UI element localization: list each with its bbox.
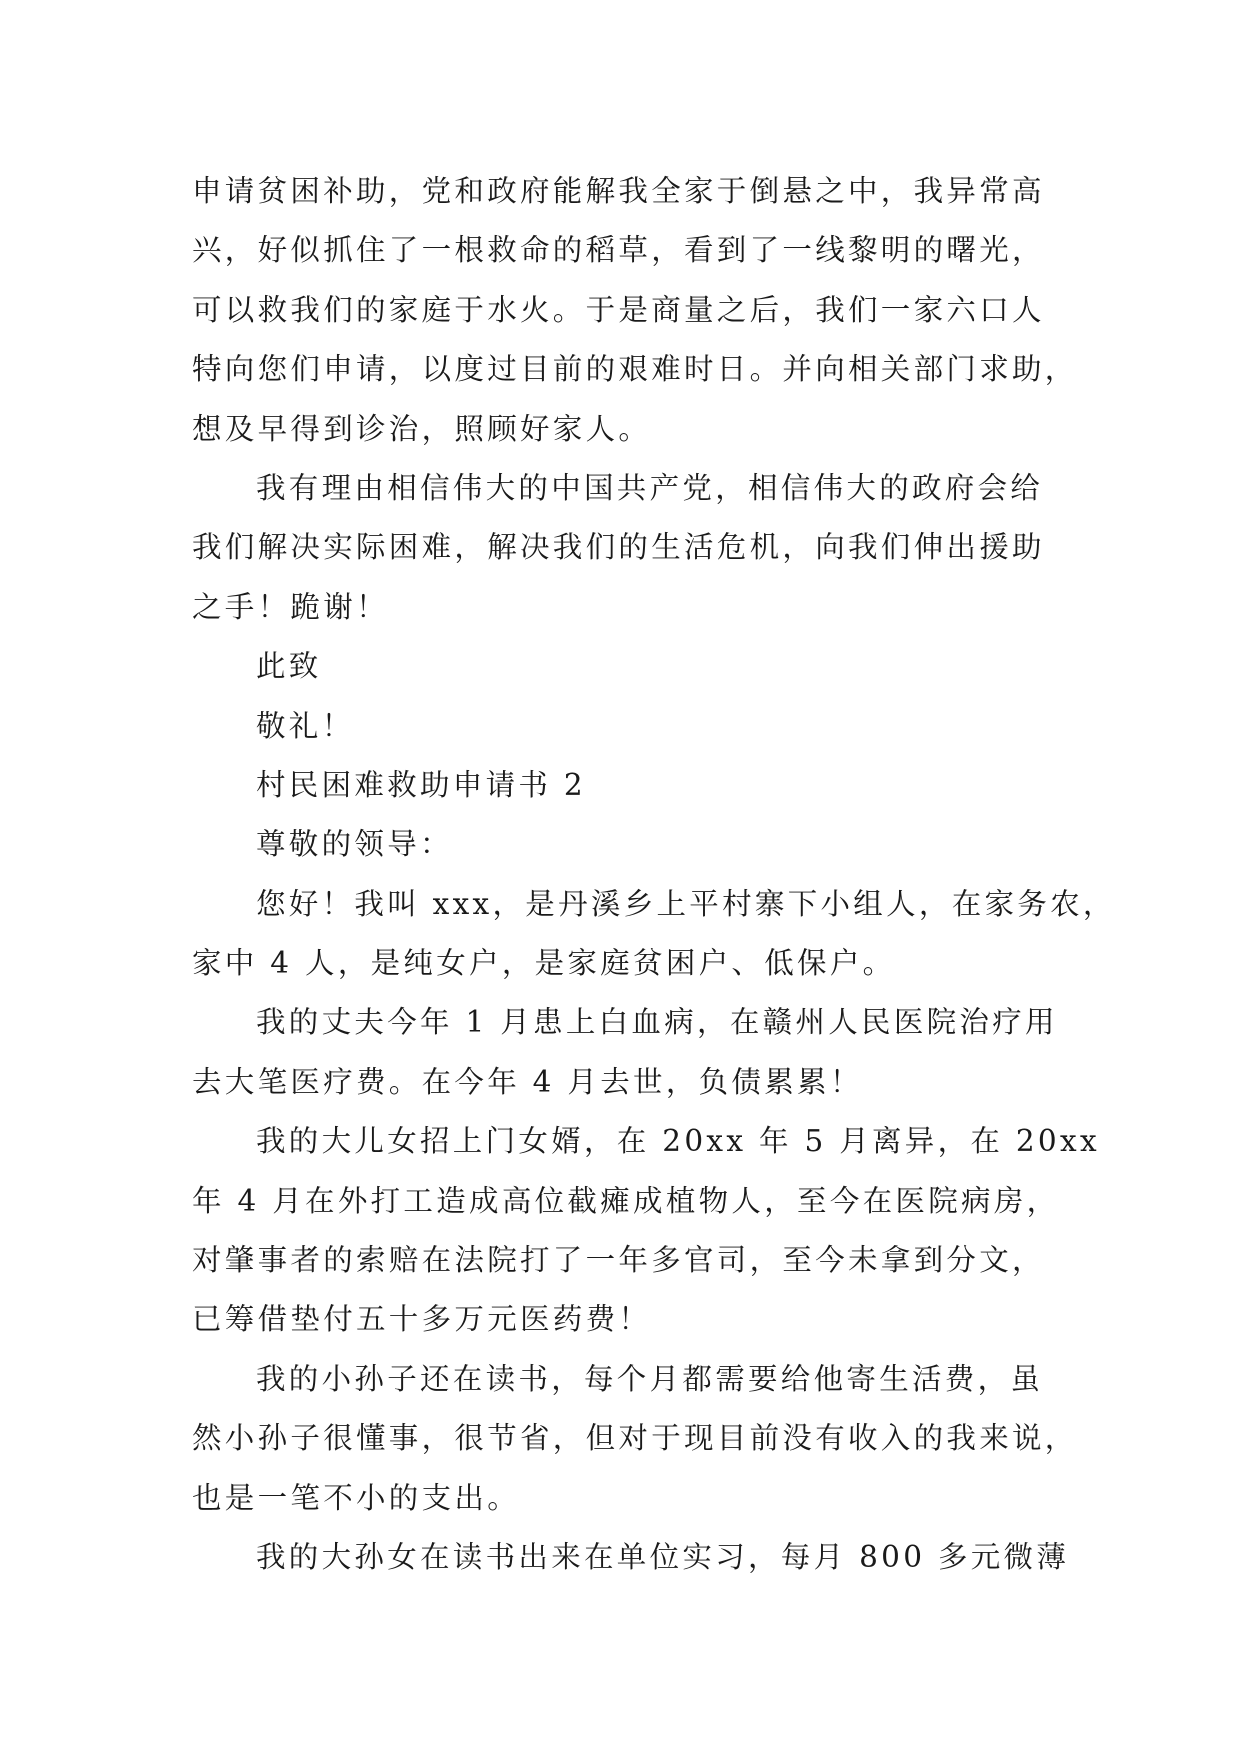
text-line: 我的大孙女在读书出来在单位实习，每月 800 多元微薄 bbox=[256, 1539, 1070, 1574]
text-line: 家中 4 人，是纯女户，是家庭贫困户、低保户。 bbox=[192, 946, 896, 981]
text-line: 对肇事者的索赔在法院打了一年多官司，至今未拿到分文， bbox=[192, 1243, 1045, 1278]
text-line: 年 4 月在外打工造成高位截瘫成植物人，至今在医院病房， bbox=[192, 1183, 1060, 1218]
closing-regards: 敬礼！ bbox=[256, 708, 355, 743]
section-title: 村民困难救助申请书 2 bbox=[256, 767, 586, 802]
text-line: 可以救我们的家庭于水火。于是商量之后，我们一家六口人 bbox=[192, 292, 1045, 327]
text-line: 我的丈夫今年 1 月患上白血病，在赣州人民医院治疗用 bbox=[256, 1005, 1058, 1040]
text-line: 去大笔医疗费。在今年 4 月去世，负债累累！ bbox=[192, 1064, 863, 1099]
greeting: 尊敬的领导： bbox=[256, 827, 453, 862]
text-line: 已筹借垫付五十多万元医药费！ bbox=[192, 1302, 652, 1337]
text-line: 特向您们申请，以度过目前的艰难时日。并向相关部门求助， bbox=[192, 352, 1078, 387]
text-line: 也是一笔不小的支出。 bbox=[192, 1480, 521, 1515]
text-line: 申请贫困补助，党和政府能解我全家于倒悬之中，我异常高 bbox=[192, 174, 1045, 208]
closing-salutation: 此致 bbox=[256, 649, 322, 684]
text-line: 我的大儿女招上门女婿，在 20xx 年 5 月离异，在 20xx bbox=[256, 1124, 1100, 1159]
text-line: 想及早得到诊治，照顾好家人。 bbox=[192, 411, 652, 446]
text-line: 我有理由相信伟大的中国共产党，相信伟大的政府会给 bbox=[256, 470, 1044, 505]
text-line: 您好！我叫 xxx，是丹溪乡上平村寨下小组人，在家务农， bbox=[256, 886, 1116, 921]
text-line: 我们解决实际困难，解决我们的生活危机，向我们伸出援助 bbox=[192, 530, 1045, 565]
text-line: 兴，好似抓住了一根救命的稻草，看到了一线黎明的曙光， bbox=[192, 233, 1045, 268]
text-line: 之手！跪谢！ bbox=[192, 589, 389, 624]
letter-body bbox=[192, 162, 1116, 1587]
text-line: 然小孙子很懂事，很节省，但对于现目前没有收入的我来说， bbox=[192, 1421, 1078, 1456]
text-line: 我的小孙子还在读书，每个月都需要给他寄生活费，虽 bbox=[256, 1361, 1044, 1396]
